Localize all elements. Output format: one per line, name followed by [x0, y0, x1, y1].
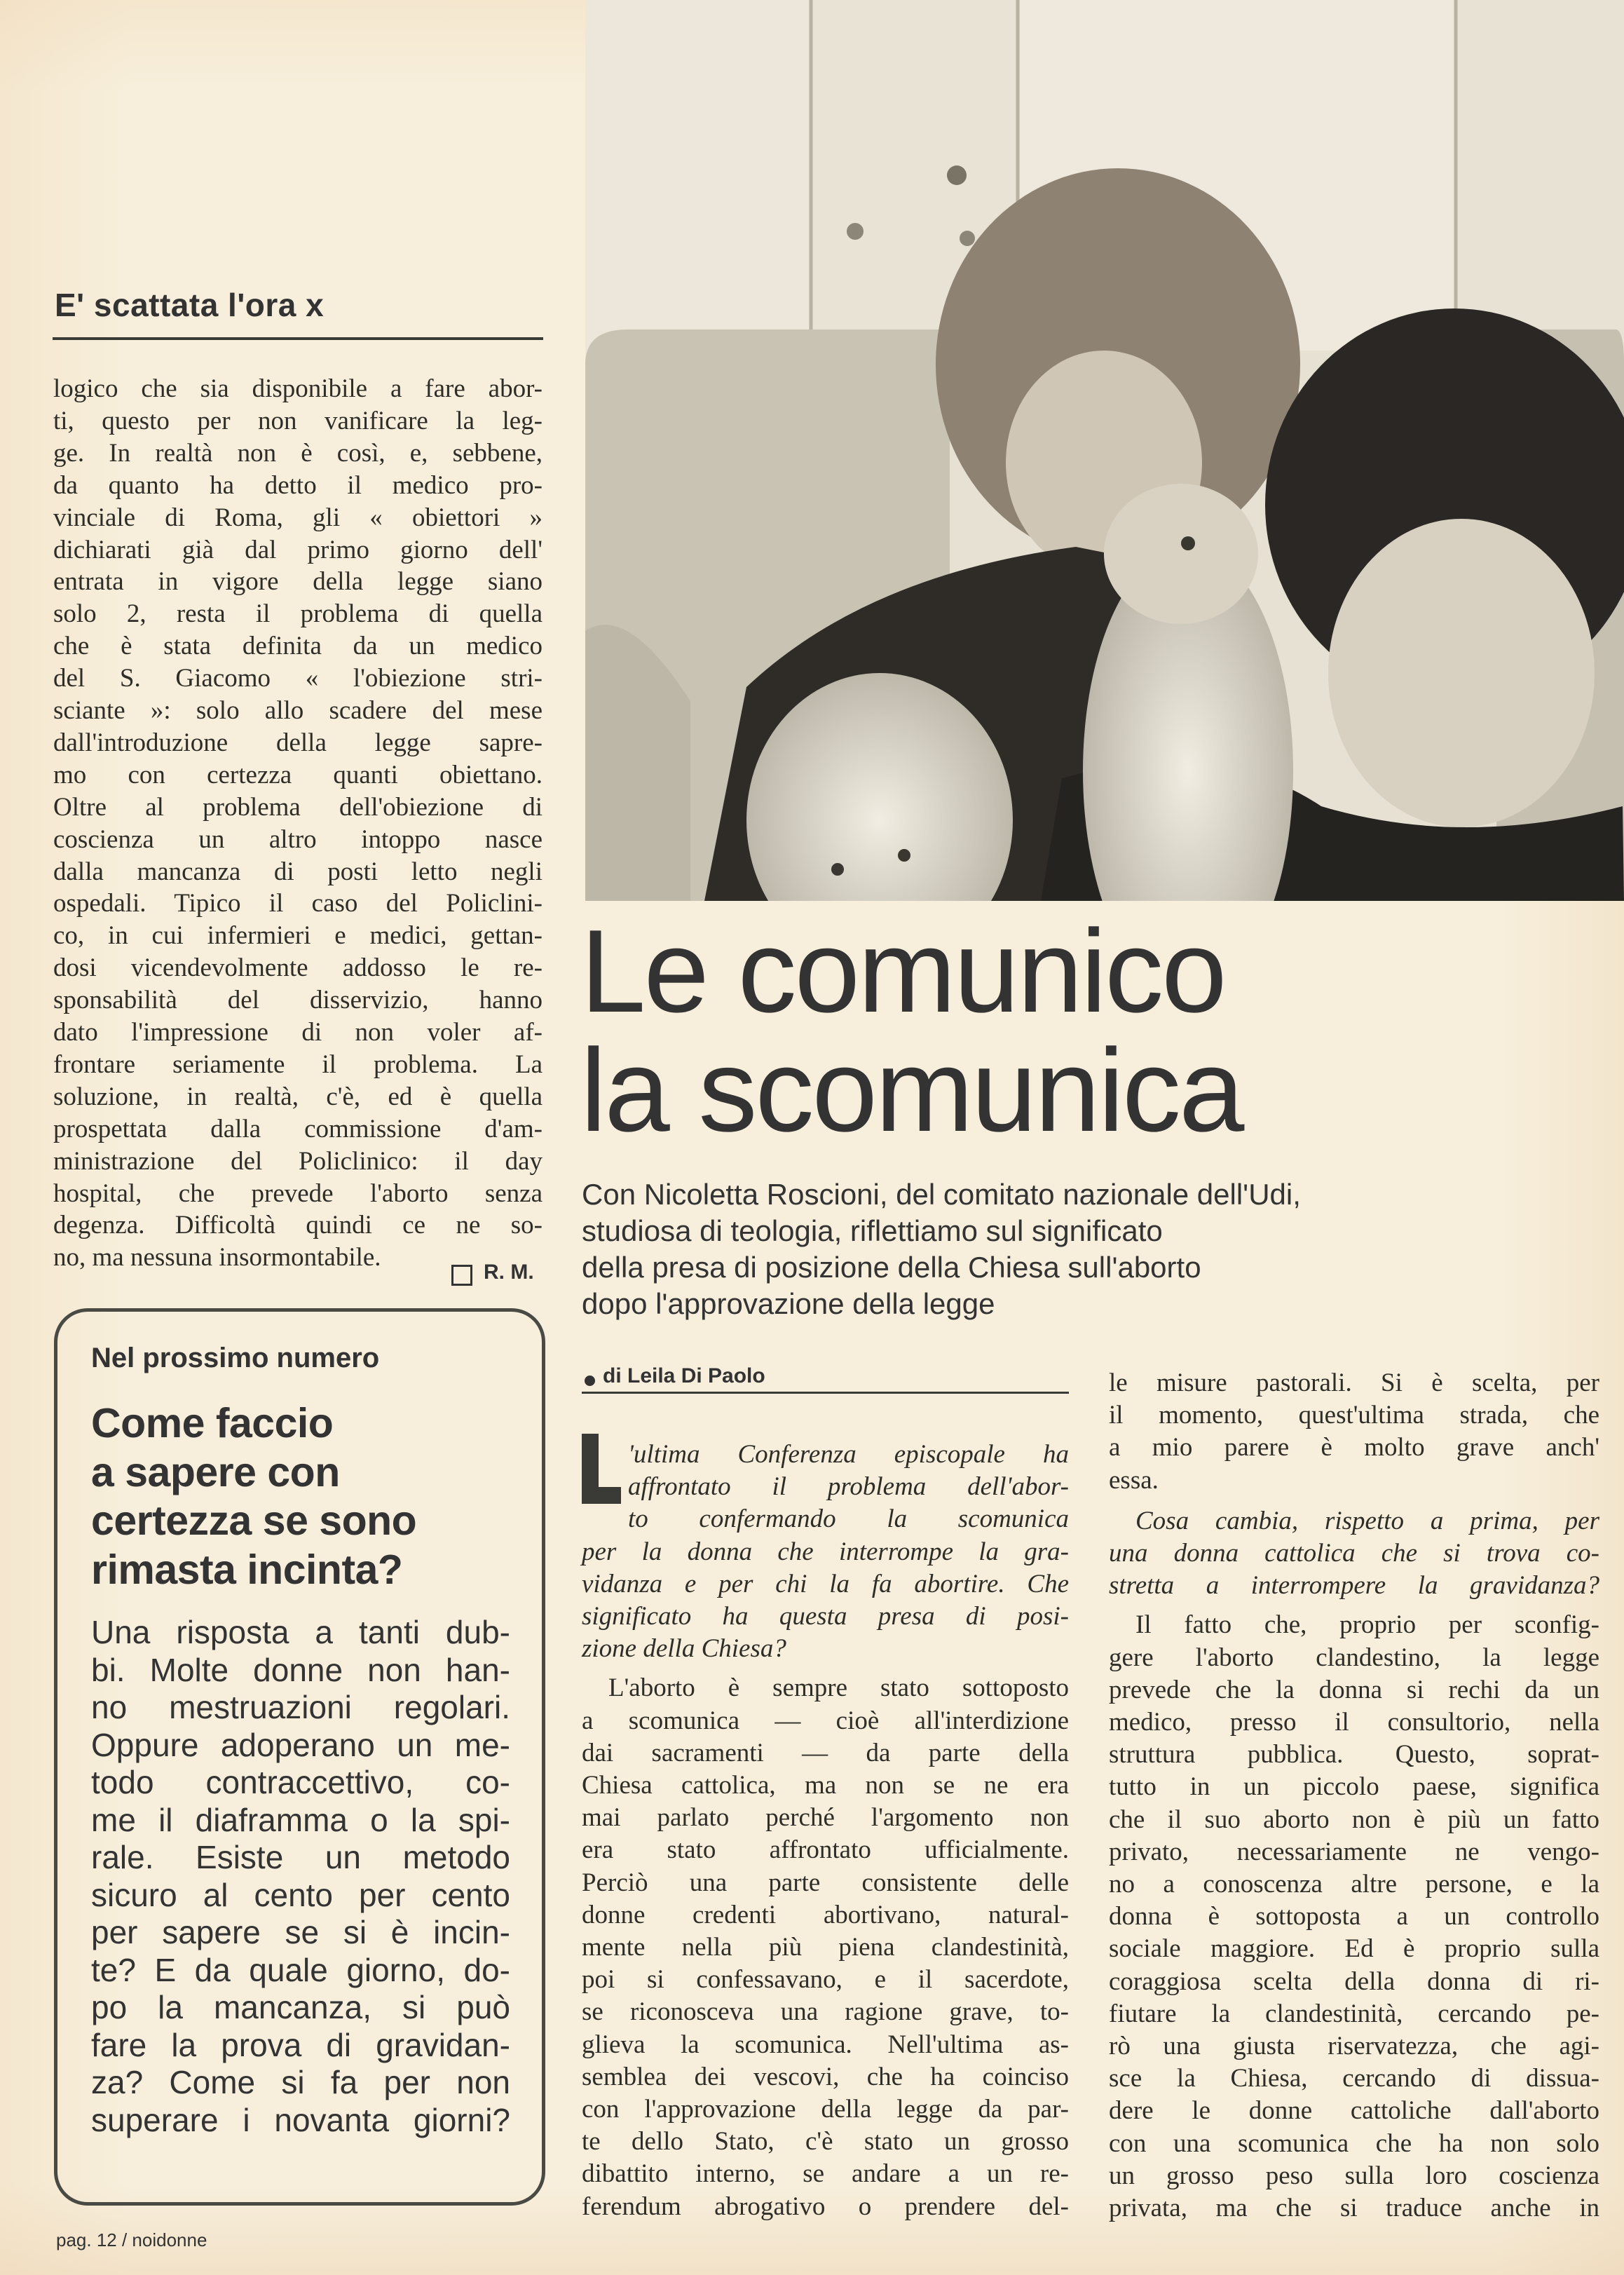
article-line: no a conoscenza altre persone, e la [1109, 1870, 1599, 1899]
article-line: donna è sottoposta a un controllo [1109, 1902, 1599, 1931]
end-mark-square-icon [451, 1265, 472, 1286]
article-line: essa. [1109, 1465, 1159, 1495]
page-footer: pag. 12 / noidonne [56, 2229, 207, 2250]
body-line: vinciale di Roma, gli « obiettori » [53, 503, 543, 532]
body-line: ti, questo per non vanificare la leg- [53, 406, 543, 435]
article-line: struttura pubblica. Questo, soprat- [1109, 1740, 1599, 1770]
article-line: il momento, quest'ultima strada, che [1109, 1401, 1599, 1430]
article-line: gere l'aborto clandestino, la legge [1109, 1643, 1599, 1672]
deck-line: della presa di posizione della Chiesa sull'aborto [582, 1251, 1201, 1284]
article-line: dai sacramenti — da parte della [582, 1738, 1069, 1767]
body-line: che è stata definita da un medico [53, 632, 543, 661]
article-line: per la donna che interrompe la gra- [582, 1537, 1069, 1566]
body-line: da quanto ha detto il medico pro- [53, 470, 543, 500]
body-line: logico che sia disponibile a fare abor- [53, 374, 543, 403]
next-issue-body-line: Oppure adoperano un me- [91, 1726, 510, 1763]
body-line: dosi vicendevolmente addosso le re- [53, 953, 543, 983]
article-line: con una scomunica che ha non solo [1109, 2128, 1599, 2158]
photograph-children-icon [585, 0, 1624, 901]
body-line: ge. In realtà non è così, e, sebbene, [53, 438, 543, 468]
article-line: mente nella più piena clandestinità, [582, 1933, 1069, 1962]
article-line: a mio parere è molto grave anch' [1109, 1433, 1599, 1462]
article-line: affrontato il problema dell'abor- [628, 1472, 1069, 1502]
article-line: sociale maggiore. Ed è proprio sulla [1109, 1934, 1599, 1964]
next-issue-title-line: a sapere con [91, 1448, 340, 1495]
body-line: dato l'impressione di non voler af- [53, 1018, 543, 1047]
body-line: entrata in vigore della legge siano [53, 567, 543, 597]
article-line: fiutare la clandestinità, cercando pe- [1109, 1999, 1599, 2028]
body-line: frontare seriamente il problema. La [53, 1050, 543, 1079]
body-line: degenza. Difficoltà quindi ce ne so- [53, 1211, 543, 1240]
article-line: glieva la scomunica. Nell'ultima as- [582, 2030, 1069, 2059]
byline-rule [582, 1392, 1069, 1394]
body-line: ospedali. Tipico il caso del Policlini- [53, 889, 543, 918]
body-line: dalla mancanza di posti letto negli [53, 857, 543, 886]
next-issue-title-line: certezza se sono [91, 1498, 417, 1544]
article-line: vidanza e per chi la fa abortire. Che [582, 1569, 1069, 1598]
next-issue-body-line: rale. Esiste un metodo [91, 1839, 510, 1875]
article-line: Chiesa cattolica, ma non se ne era [582, 1771, 1069, 1800]
article-line: to confermando la scomunica [628, 1505, 1069, 1534]
article-line: Cosa cambia, rispetto a prima, per [1135, 1506, 1599, 1535]
body-line: ministrazione del Policlinico: il day [53, 1146, 543, 1176]
body-line: hospital, che prevede l'aborto senza [53, 1179, 543, 1208]
next-issue-body-line: fare la prova di gravidan- [91, 2026, 510, 2063]
deck-line: Con Nicoletta Roscioni, del comitato nazionale dell'Udi, [582, 1178, 1301, 1211]
headline-line: la scomunica [580, 1024, 1243, 1156]
article-line: Perciò una parte consistente delle [582, 1868, 1069, 1897]
article-line: un grosso peso sulla loro coscienza [1109, 2161, 1599, 2190]
article-line: te dello Stato, c'è stato un grosso [582, 2127, 1069, 2157]
article-line: stretta a interrompere la gravidanza? [1109, 1571, 1599, 1601]
body-line: dichiarati già dal primo giorno dell' [53, 535, 543, 564]
next-issue-body-line: Una risposta a tanti dub- [91, 1614, 510, 1650]
body-line: co, in cui infermieri e medici, gettan- [53, 921, 543, 951]
deck-line: dopo l'approvazione della legge [582, 1287, 995, 1320]
article-line: 'ultima Conferenza episcopale ha [628, 1440, 1069, 1469]
article-line: ferendum abrogativo o prendere del- [582, 2192, 1069, 2221]
article-line: coraggiosa scelta della donna di ri- [1109, 1967, 1599, 1996]
body-line: mo con certezza quanti obiettano. [53, 760, 543, 789]
article-line: se riconosceva una ragione grave, to- [582, 1997, 1069, 2027]
article-line: Il fatto che, proprio per sconfig- [1135, 1610, 1599, 1640]
next-issue-title-line: rimasta incinta? [91, 1546, 403, 1593]
body-line: Oltre al problema dell'obiezione di [53, 792, 543, 822]
article-line: con l'approvazione della legge da par- [582, 2095, 1069, 2124]
body-line: prospettata dalla commissione d'am- [53, 1114, 543, 1143]
next-issue-body-line: per sapere se si è incin- [91, 1914, 510, 1950]
next-issue-body-line: no mestruazioni regolari. [91, 1689, 510, 1725]
article-line: significato ha questa presa di posi- [582, 1602, 1069, 1631]
article-line: dere le donne cattoliche dall'aborto [1109, 2096, 1599, 2126]
bullet-icon [585, 1376, 595, 1386]
article-line: privato, necessariamente ne vengo- [1109, 1837, 1599, 1866]
next-issue-label: Nel prossimo numero [91, 1343, 380, 1373]
article-line: rò una giusta riservatezza, che agi- [1109, 2032, 1599, 2060]
body-line: dall'introduzione della legge sapre- [53, 728, 543, 757]
next-issue-body-line: me il diaframma o la spi- [91, 1801, 510, 1838]
deck-line: studiosa di teologia, riflettiamo sul significato [582, 1214, 1163, 1247]
article-line: tutto in un piccolo paese, significa [1109, 1772, 1599, 1802]
body-line: no, ma nessuna insormontabile. [53, 1243, 381, 1272]
article-line: zione della Chiesa? [582, 1634, 786, 1664]
body-line: solo 2, resta il problema di quella [53, 599, 543, 629]
next-issue-title-line: Come faccio [91, 1400, 334, 1446]
next-issue-body-line: po la mancanza, si può [91, 1989, 510, 2025]
article-line: mai parlato perché l'argomento non [582, 1803, 1069, 1833]
article-line: dibattito interno, se andare a un re- [582, 2159, 1069, 2189]
headline-line: Le comunico [580, 905, 1225, 1037]
article-line: donne credenti abortivano, natural- [582, 1900, 1069, 1929]
article-line: a scomunica — cioè all'interdizione [582, 1706, 1069, 1735]
article-line: prevede che la donna si rechi da un [1109, 1675, 1599, 1704]
article-line: era stato affrontato ufficialmente. [582, 1835, 1069, 1865]
next-issue-body-line: za? Come si fa per non [91, 2064, 510, 2100]
next-issue-body-line: sicuro al cento per cento [91, 1876, 510, 1913]
body-line: sponsabilità del disservizio, hanno [53, 986, 543, 1015]
article-line: L'aborto è sempre stato sottoposto [608, 1673, 1069, 1703]
article-line: semblea dei vescovi, che ha coinciso [582, 2062, 1069, 2091]
body-line: coscienza un altro intoppo nasce [53, 824, 543, 854]
byline: di Leila Di Paolo [603, 1364, 765, 1387]
next-issue-body-line: superare i novanta giorni? [91, 2101, 510, 2138]
body-line: sciante »: solo allo scadere del mese [53, 696, 543, 725]
article-line: che il suo aborto non è più un fatto [1109, 1805, 1599, 1834]
next-issue-body-line: bi. Molte donne non han- [91, 1651, 510, 1688]
article-line: le misure pastorali. Si è scelta, per [1109, 1369, 1599, 1397]
author-initials: R. M. [484, 1261, 534, 1284]
article-line: medico, presso il consultorio, nella [1109, 1708, 1599, 1737]
article-line: privata, ma che si traduce anche in [1109, 2194, 1599, 2222]
article-line: sce la Chiesa, cercando di dissua- [1109, 2064, 1599, 2093]
body-line: del S. Giacomo « l'obiezione stri- [53, 664, 543, 693]
article-line: poi si confessavano, e il sacerdote, [582, 1965, 1069, 1995]
body-line: soluzione, in realtà, c'è, ed è quella [53, 1082, 543, 1111]
drop-cap [582, 1434, 599, 1504]
heading-rule [53, 337, 543, 340]
next-issue-body-line: te? E da quale giorno, do- [91, 1951, 510, 1988]
section-heading: E' scattata l'ora x [55, 287, 325, 323]
article-line: una donna cattolica che si trova co- [1109, 1539, 1599, 1568]
next-issue-body-line: todo contraccettivo, co- [91, 1764, 510, 1800]
